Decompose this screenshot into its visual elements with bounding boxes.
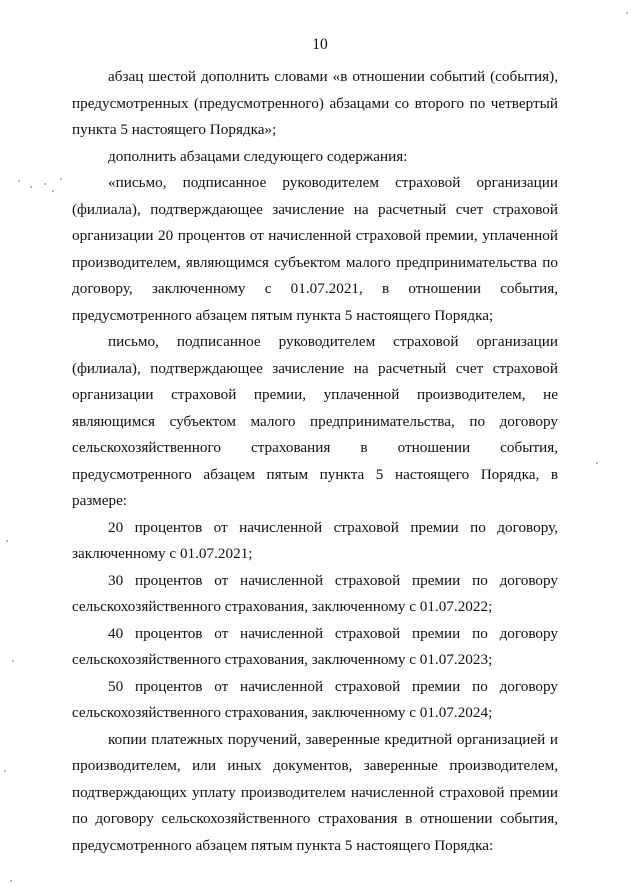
text-line: размере:: [72, 492, 128, 509]
text-line: заключенному с 01.07.2021;: [72, 545, 253, 562]
text-line: «письмо, подписанное руководителем страховой организации: [108, 174, 558, 191]
scan-speck: [6, 540, 8, 542]
text-line: предусмотренных (предусмотренного) абзацами со второго по четвертый: [72, 94, 558, 112]
text-line: копии платежных поручений, заверенные кредитной организацией и: [108, 730, 558, 748]
text-line: являющимся субъектом малого предпринимательства, по договору: [72, 412, 558, 430]
paragraph-rate-50: [72, 674, 558, 727]
scan-speck: [44, 183, 46, 185]
text-line: предусмотренного абзацем пятым пункта 5 настоящего Порядка;: [72, 306, 494, 324]
text-line: производителем, являющимся субъектом малого предпринимательства по: [72, 253, 558, 271]
text-line: дополнить абзацами следующего содержания:: [108, 147, 408, 165]
text-line: предусмотренного абзацем пятым пункта 5 настоящего Порядка:: [72, 836, 494, 854]
text-line: 40 процентов от начисленной страховой премии по договору: [108, 624, 558, 642]
text-line: сельскохозяйственного страхования в отношении события,: [72, 439, 558, 456]
paragraph-rate-20: [72, 515, 558, 568]
page-number: 10: [312, 36, 328, 53]
scan-speck: [30, 186, 32, 188]
scan-speck: [596, 462, 598, 464]
text-line: пункта 5 настоящего Порядка»;: [72, 121, 277, 138]
paragraph-payment-copies: [72, 727, 558, 860]
scan-speck: [12, 660, 14, 662]
text-line: 50 процентов от начисленной страховой премии по договору: [108, 677, 558, 695]
text-line: абзац шестой дополнить словами «в отношении событий (события),: [108, 68, 558, 85]
paragraph-amend-sixth: [72, 64, 558, 144]
scan-speck: [18, 180, 20, 182]
text-line: письмо, подписанное руководителем страховой организации: [108, 333, 558, 350]
text-line: по договору сельскохозяйственного страхования в отношении события,: [72, 810, 558, 827]
text-line: 30 процентов от начисленной страховой премии по договору: [108, 571, 558, 589]
document-body: [72, 64, 558, 859]
text-line: (филиала), подтверждающее зачисление на расчетный счет страховой: [72, 359, 558, 377]
text-line: 20 процентов от начисленной страховой премии по договору,: [108, 518, 558, 536]
text-line: подтверждающих уплату производителем начисленной страховой премии: [72, 783, 558, 801]
text-line: организации страховой премии, уплаченной производителем, не: [72, 386, 558, 403]
paragraph-letter-not-small-business: [72, 329, 558, 515]
paragraph-rate-30: [72, 568, 558, 621]
text-line: сельскохозяйственного страхования, заключенному с 01.07.2024;: [72, 704, 493, 721]
text-line: производителем, или иных документов, заверенные производителем,: [72, 757, 558, 774]
text-line: договору, заключенному с 01.07.2021, в отношении события,: [72, 280, 558, 297]
scan-speck: [60, 178, 62, 180]
scan-speck: [10, 880, 12, 882]
scan-speck: [626, 12, 628, 14]
text-line: (филиала), подтверждающее зачисление на расчетный счет страховой: [72, 200, 558, 218]
text-line: предусмотренного абзацем пятым пункта 5 настоящего Порядка, в: [72, 465, 558, 483]
text-line: сельскохозяйственного страхования, заключенному с 01.07.2023;: [72, 651, 493, 668]
text-line: организации 20 процентов от начисленной страховой премии, уплаченной: [72, 227, 558, 244]
paragraph-add-intro: [72, 144, 558, 171]
text-line: сельскохозяйственного страхования, заключенному с 01.07.2022;: [72, 598, 493, 615]
scan-speck: [4, 770, 6, 772]
paragraph-letter-small-business: [72, 170, 558, 329]
scan-speck: [52, 190, 54, 192]
paragraph-rate-40: [72, 621, 558, 674]
